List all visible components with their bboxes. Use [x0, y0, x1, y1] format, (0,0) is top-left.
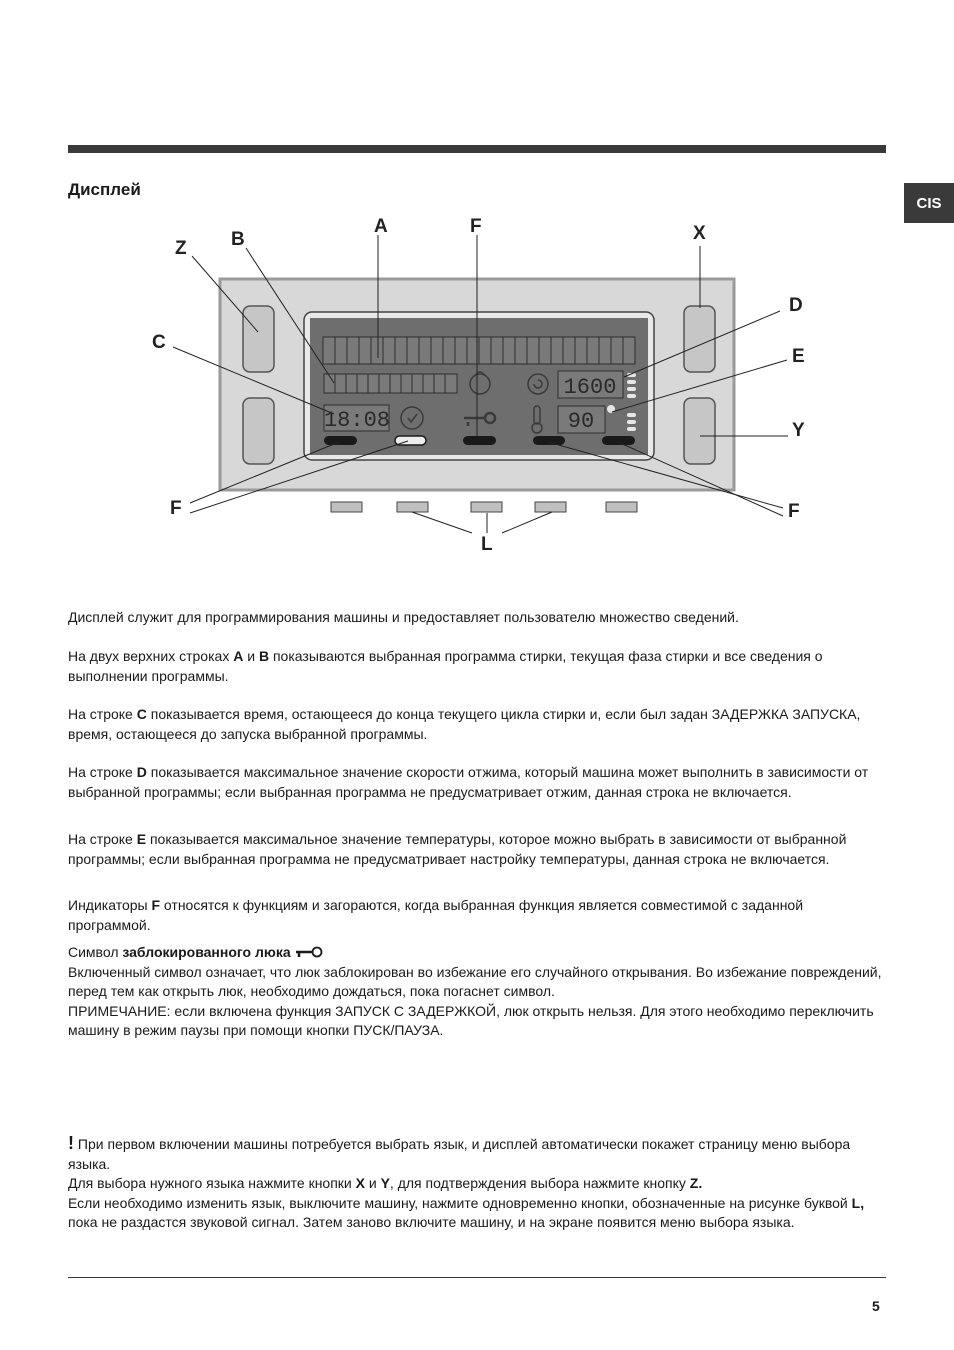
page-number: 5 — [872, 1298, 880, 1314]
display-diagram — [140, 210, 830, 560]
label-x: X — [693, 223, 706, 244]
temperature-level-indicators — [627, 413, 636, 431]
paragraph-door-lock: Символ заблокированного люка Включенный символ означает, что люк заблокирован во избежание его случайного открывания. Во избежание повреждений, перед тем как открыть люк, необходимо дождаться, пока погаснет символ. ПРИМЕЧАНИЕ: если включена функция ЗАПУСК С ЗАДЕРЖКОЙ, люк открыть нельзя. Для этого необходимо переключить машину в режим паузы при помощи кнопки ПУСК/ПАУЗА. — [68, 944, 882, 1038]
label-c: C — [152, 332, 166, 353]
section-title: Дисплей — [68, 180, 141, 199]
paragraph-intro: Дисплей служит для программирования машины и предоставляет пользователю множество сведений. — [68, 609, 739, 625]
label-z: Z — [175, 238, 187, 259]
label-d: D — [789, 295, 803, 316]
time-readout: 18:08 — [323, 408, 391, 433]
language-tab: CIS — [904, 183, 954, 223]
label-l: L — [481, 534, 493, 555]
label-f-top: F — [470, 216, 482, 237]
button-left-lower[interactable] — [243, 398, 274, 464]
paragraph-row-c: На строке C показывается время, остающееся до конца текущего цикла стирки и, если был задан ЗАДЕРЖКА ЗАПУСКА, время, остающееся до запуска выбранной программы. — [68, 706, 861, 742]
paragraph-row-e: На строке E показывается максимальное значение температуры, которое можно выбрать в зависимости от выбранной программы; если выбранная программа не предусматривает настройку температуры, данная строка не включается. — [68, 831, 847, 867]
paragraph-indicators-f: Индикаторы F относятся к функциям и загораются, когда выбранная функция является совместимой с заданной программой. — [68, 897, 804, 933]
bottom-divider — [68, 1277, 886, 1278]
row-b-segments — [324, 374, 457, 393]
top-divider-bar — [68, 145, 886, 153]
spin-readout: 1600 — [563, 375, 617, 400]
paragraph-rows-a-b: На двух верхних строках A и B показываются выбранная программа стирки, текущая фаза стирки и все сведения о выполнении программы. — [68, 648, 823, 684]
exclamation-icon: ! — [68, 1133, 74, 1153]
important-note: ! При первом включении машины потребуется выбрать язык, и дисплей автоматически покажет страницу меню выбора языка. Для выбора нужного языка нажмите кнопки X и Y, для подтверждения выбора нажмите кнопку Z. Если необходимо изменить язык, выключите машину, нажмите одновременно кнопки, обозначенные на рисунке буквой L, пока не раздастся звуковой сигнал. Затем заново включите машину, и на экране появится меню выбора языка. — [68, 1133, 865, 1230]
label-e: E — [792, 346, 805, 367]
button-z[interactable] — [243, 306, 274, 372]
button-x[interactable] — [684, 306, 715, 372]
label-y: Y — [792, 420, 805, 441]
paragraph-row-d: На строке D показывается максимальное значение скорости отжима, который машина может выполнить в зависимости от выбранной программы; если выбранная программа не предусматривает отжим, данная строка не включается. — [68, 764, 869, 800]
function-buttons-l[interactable] — [331, 502, 637, 512]
label-f-left: F — [170, 498, 182, 519]
row-a-segments — [323, 337, 635, 364]
label-f-right: F — [788, 501, 800, 522]
door-lock-symbol-icon — [295, 946, 323, 958]
button-y[interactable] — [684, 398, 715, 464]
label-b: B — [231, 229, 245, 250]
label-a: A — [374, 216, 388, 237]
temperature-readout: 90 — [567, 409, 595, 434]
